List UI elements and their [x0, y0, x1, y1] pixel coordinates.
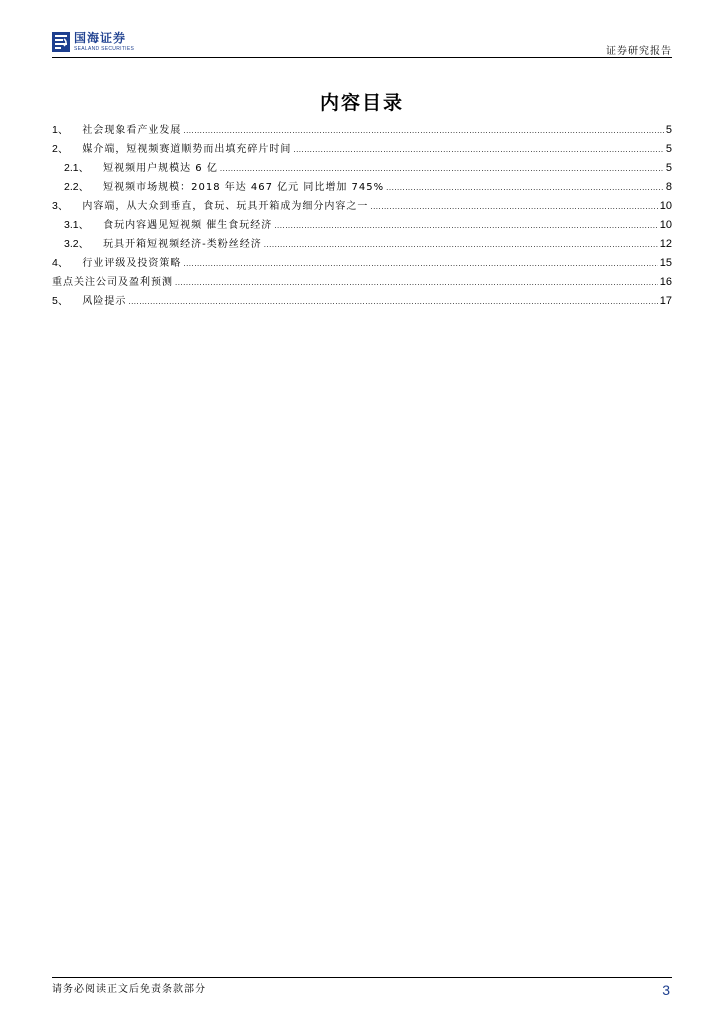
toc-dot-leader	[175, 278, 658, 287]
logo-english-name: SEALAND SECURITIES	[74, 46, 135, 52]
toc-entry-number: 2、	[52, 143, 69, 155]
footer-divider	[52, 977, 672, 978]
toc-entry-label: 重点关注公司及盈利预测	[52, 277, 173, 288]
logo-chinese-name: 国海证券	[74, 31, 127, 45]
header-divider	[52, 57, 672, 58]
toc-entry-label: 玩具开箱短视频经济-类粉丝经济	[103, 239, 262, 250]
toc-entry-label: 社会现象看产业发展	[82, 125, 182, 136]
toc-entry-page: 8	[665, 181, 672, 193]
toc-entry[interactable]	[52, 292, 672, 311]
toc-entry[interactable]	[52, 197, 672, 216]
toc-entry-number: 2.1、	[64, 162, 90, 174]
sealand-logo-icon	[52, 32, 70, 52]
toc-entry-label: 行业评级及投资策略	[82, 258, 182, 269]
toc-entry-page: 5	[665, 162, 672, 174]
toc-entry[interactable]	[52, 235, 672, 254]
toc-entry[interactable]	[52, 121, 672, 140]
toc-entry-page: 10	[659, 200, 672, 212]
toc-entry-label: 内容端，从大众到垂直，食玩、玩具开箱成为细分内容之一	[82, 201, 369, 212]
toc-entry-number: 5、	[52, 295, 69, 307]
toc-dot-leader	[183, 126, 664, 135]
toc-entry-page: 10	[659, 219, 672, 231]
toc-entry-number: 4、	[52, 257, 69, 269]
toc-dot-leader	[183, 259, 657, 268]
page-number: 3	[662, 982, 670, 998]
toc-dot-leader	[293, 145, 664, 154]
toc-dot-leader	[370, 202, 657, 211]
toc-entry-number: 3、	[52, 200, 69, 212]
report-type-label: 证券研究报告	[606, 46, 672, 57]
toc-entry-page: 16	[659, 276, 672, 288]
toc-entry-label: 短视频用户规模达 6 亿	[103, 163, 218, 174]
toc-entry-label: 食玩内容遇见短视频 催生食玩经济	[103, 220, 273, 231]
toc-title: 内容目录	[319, 92, 404, 114]
footer-disclaimer: 请务必阅读正文后免责条款部分	[52, 984, 206, 995]
toc-entry-page: 12	[659, 238, 672, 250]
toc-entry-page: 5	[665, 143, 672, 155]
toc-entry-number: 1、	[52, 124, 69, 136]
toc-entry-page: 17	[659, 295, 672, 307]
toc-dot-leader	[220, 164, 664, 173]
toc-entry-number: 3.2、	[64, 238, 90, 250]
toc-entry-label: 媒介端，短视频赛道顺势而出填充碎片时间	[82, 144, 292, 155]
toc-entry-page: 5	[665, 124, 672, 136]
table-of-contents	[52, 121, 672, 311]
toc-entry[interactable]	[52, 216, 672, 235]
toc-entry-label: 短视频市场规模：2018 年达 467 亿元 同比增加 745%	[103, 182, 385, 193]
toc-dot-leader	[264, 240, 658, 249]
toc-entry-page: 15	[659, 257, 672, 269]
toc-entry[interactable]	[52, 254, 672, 273]
toc-entry-number: 2.2、	[64, 181, 90, 193]
toc-entry-number: 3.1、	[64, 219, 90, 231]
toc-entry[interactable]	[52, 159, 672, 178]
toc-dot-leader	[386, 183, 664, 192]
toc-entry[interactable]	[52, 273, 672, 292]
page-header	[52, 30, 672, 58]
toc-entry[interactable]	[52, 178, 672, 197]
toc-entry[interactable]	[52, 140, 672, 159]
toc-dot-leader	[274, 221, 657, 230]
toc-entry-label: 风险提示	[82, 296, 127, 307]
toc-dot-leader	[128, 297, 657, 306]
